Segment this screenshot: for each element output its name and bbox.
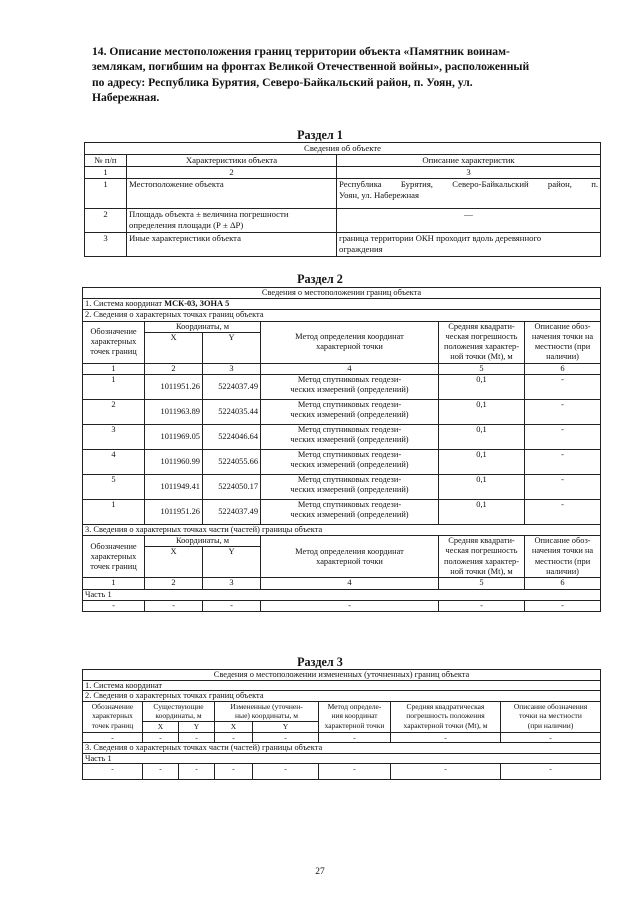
header-description: Описание характеристик: [337, 155, 601, 167]
point-error: 0,1: [439, 375, 525, 400]
empty-cell: -: [179, 764, 215, 780]
header-text: характерной точки: [316, 342, 383, 352]
empty-cell: -: [261, 600, 439, 611]
header-text: Описание обозначения: [513, 701, 588, 711]
table-row: [83, 400, 601, 425]
point-method: [261, 475, 439, 500]
empty-cell: -: [439, 600, 525, 611]
coord-system-label: 1. Система координат: [83, 680, 601, 691]
empty-cell: -: [215, 732, 253, 743]
header-error: [439, 536, 525, 578]
header-method: [319, 701, 391, 732]
description-text: ограждения: [339, 244, 383, 254]
empty-cell: -: [319, 764, 391, 780]
point-marking: -: [525, 375, 601, 400]
document-heading: [92, 44, 578, 106]
header-text: ческая погрешность: [445, 331, 518, 341]
point-id: 1: [83, 375, 145, 400]
column-number: 3: [203, 363, 261, 374]
header-changed-coordinates: [215, 701, 319, 721]
header-text: Средняя квадрати-: [448, 321, 515, 331]
column-number: 2: [145, 578, 203, 589]
header-y: Y: [203, 332, 261, 363]
header-y: Y: [253, 721, 319, 732]
characteristic-text: определения площади (Р ± ΔР): [129, 220, 244, 230]
header-error: [391, 701, 501, 732]
header-text: Существующие: [153, 701, 204, 711]
header-text: начения точки на: [531, 546, 594, 556]
column-number: 4: [261, 363, 439, 374]
table-row: [83, 450, 601, 475]
header-coordinates: Координаты, м: [145, 321, 261, 332]
header-text: погрешность положения: [406, 711, 485, 721]
column-number: 4: [261, 578, 439, 589]
header-error: [439, 321, 525, 363]
header-designation: [83, 536, 145, 578]
header-x: X: [145, 332, 203, 363]
method-text: ческих измерений (определений): [290, 435, 409, 445]
header-text: ные) координаты, м: [235, 711, 298, 721]
header-text: Измененные (уточнен-: [230, 701, 303, 711]
header-text: Описание обоз-: [534, 536, 591, 546]
header-x: X: [143, 721, 179, 732]
table-row: [83, 425, 601, 450]
header-text: характерных: [90, 551, 137, 561]
characteristic-text: Площадь объекта ± величина погрешности: [129, 209, 289, 219]
header-characteristic: Характеристики объекта: [127, 155, 337, 167]
column-number: 5: [439, 363, 525, 374]
header-text: местности (при: [534, 342, 591, 352]
header-marking: [525, 536, 601, 578]
header-text: точек границ: [90, 561, 137, 571]
column-number: 6: [525, 363, 601, 374]
header-text: наличии): [546, 352, 579, 362]
empty-cell: -: [83, 600, 145, 611]
method-text: Метод спутниковых геодези-: [297, 475, 402, 485]
empty-cell: -: [525, 600, 601, 611]
point-id: 1: [83, 500, 145, 525]
header-text: точки на местности: [519, 711, 582, 721]
header-method: [261, 321, 439, 363]
empty-cell: -: [143, 732, 179, 743]
point-method: [261, 400, 439, 425]
empty-cell: -: [179, 732, 215, 743]
characteristic-cell: [127, 209, 337, 233]
characteristic-text: Иные характеристики объекта: [129, 233, 241, 243]
point-id: 3: [83, 425, 145, 450]
header-text: Обозначение: [90, 326, 137, 336]
header-text: Средняя квадратическая: [406, 701, 485, 711]
method-text: ческих измерений (определений): [290, 485, 409, 495]
page-number: 27: [315, 867, 325, 877]
header-text: ной точки (Mt), м: [450, 566, 513, 576]
section-1-title: Раздел 1: [297, 128, 343, 142]
column-number: 3: [203, 578, 261, 589]
column-number: 1: [83, 363, 145, 374]
empty-cell: -: [391, 732, 501, 743]
parts-label: 3. Сведения о характерных точках части (частей) границы объекта: [83, 743, 601, 754]
column-number: 2: [127, 167, 337, 179]
point-error: 0,1: [439, 425, 525, 450]
header-existing-coordinates: [143, 701, 215, 721]
header-y: Y: [203, 547, 261, 578]
method-text: ческих измерений (определений): [290, 410, 409, 420]
point-method: [261, 500, 439, 525]
coord-system-label: 1. Система координат: [85, 299, 165, 309]
characteristic-text: Местоположение объекта: [129, 179, 224, 189]
points-label: 2. Сведения о характерных точках границ объекта: [83, 310, 601, 321]
point-id: 2: [83, 400, 145, 425]
part-label: Часть 1: [83, 753, 601, 764]
section-3-title: Раздел 3: [297, 655, 343, 669]
column-number: 3: [337, 167, 601, 179]
header-text: характерной точки: [324, 720, 385, 730]
column-number: 1: [85, 167, 127, 179]
header-text: характерных: [92, 711, 133, 721]
header-text: характерной точки: [316, 556, 383, 566]
header-text: (при наличии): [527, 720, 574, 730]
point-x: 1011969.05: [145, 425, 203, 450]
section-1-table: [84, 142, 601, 257]
heading-line-2: землякам, погибшим на фронтах Великой Отечественной войны», расположенный: [92, 60, 530, 74]
point-error: 0,1: [439, 400, 525, 425]
header-y: Y: [179, 721, 215, 732]
header-text: Метод определения координат: [295, 332, 404, 341]
header-method: [261, 536, 439, 578]
header-text: точек границ: [90, 347, 137, 357]
characteristic-cell: [127, 179, 337, 209]
section-3-caption: Сведения о местоположении измененных (уточненных) границ объекта: [83, 670, 601, 681]
header-text: наличии): [546, 566, 579, 576]
row-number: 3: [85, 233, 127, 257]
header-text: местности (при: [534, 556, 591, 566]
point-y: 5224037.49: [203, 500, 261, 525]
point-method: [261, 450, 439, 475]
point-x: 1011951.26: [145, 375, 203, 400]
header-text: Метод определе-: [327, 701, 382, 711]
header-text: положения характер-: [443, 342, 520, 352]
heading-line-4: Набережная.: [92, 91, 160, 105]
point-x: 1011951.26: [145, 500, 203, 525]
point-marking: -: [525, 450, 601, 475]
parts-label: 3. Сведения о характерных точках части (частей) границы объекта: [83, 525, 601, 536]
description-text: граница территории ОКН проходит вдоль деревянного: [339, 233, 542, 243]
point-x: 1011949.41: [145, 475, 203, 500]
table-row: [83, 500, 601, 525]
method-text: Метод спутниковых геодези-: [297, 400, 402, 410]
header-text: Средняя квадрати-: [448, 536, 515, 546]
table-row: [83, 732, 601, 743]
header-text: ной точки (Mt), м: [450, 352, 513, 362]
header-designation: [83, 701, 143, 732]
header-text: положения характер-: [443, 556, 520, 566]
point-y: 5224035.44: [203, 400, 261, 425]
description-text: Республика Бурятия, Северо-Байкальский район, п.: [339, 179, 599, 189]
description-cell: [337, 233, 601, 257]
point-y: 5224046.64: [203, 425, 261, 450]
point-y: 5224055.66: [203, 450, 261, 475]
empty-cell: -: [215, 764, 253, 780]
heading-line-1: 14. Описание местоположения границ территории объекта «Памятник воинам-: [92, 45, 510, 58]
description-cell: [337, 179, 601, 209]
description-text: —: [464, 209, 473, 219]
method-text: Метод спутниковых геодези-: [297, 375, 402, 385]
header-number: № п/п: [85, 155, 127, 167]
point-error: 0,1: [439, 450, 525, 475]
point-marking: -: [525, 475, 601, 500]
column-number: 2: [145, 363, 203, 374]
point-id: 5: [83, 475, 145, 500]
header-marking: [501, 701, 601, 732]
part-label: Часть 1: [83, 589, 601, 600]
empty-cell: -: [501, 764, 601, 780]
section-1-caption: Сведения об объекте: [85, 143, 601, 155]
section-2-title: Раздел 2: [297, 272, 343, 286]
empty-cell: -: [83, 732, 143, 743]
point-id: 4: [83, 450, 145, 475]
header-text: координаты, м: [155, 711, 202, 721]
header-text: начения точки на: [531, 331, 594, 341]
table-row: [85, 233, 601, 257]
table-row: [83, 475, 601, 500]
header-text: Метод определения координат: [295, 546, 404, 556]
column-number: 5: [439, 578, 525, 589]
header-text: ческая погрешность: [445, 546, 518, 556]
empty-cell: -: [145, 600, 203, 611]
section-2-table: [82, 287, 601, 612]
header-text: точек границ: [91, 720, 134, 730]
point-y: 5224037.49: [203, 375, 261, 400]
header-text: Описание обоз-: [534, 321, 591, 331]
header-text: характерной точки (Mt), м: [403, 720, 488, 730]
characteristic-cell: [127, 233, 337, 257]
empty-cell: -: [253, 732, 319, 743]
header-coordinates: Координаты, м: [145, 536, 261, 547]
table-row: [85, 209, 601, 233]
column-number: 6: [525, 578, 601, 589]
method-text: ческих измерений (определений): [290, 385, 409, 395]
empty-cell: -: [83, 764, 143, 780]
point-method: [261, 375, 439, 400]
column-number: 1: [83, 578, 145, 589]
header-marking: [525, 321, 601, 363]
method-text: Метод спутниковых геодези-: [297, 450, 402, 460]
point-error: 0,1: [439, 475, 525, 500]
table-row: [83, 764, 601, 780]
method-text: ческих измерений (определений): [290, 460, 409, 470]
point-marking: -: [525, 400, 601, 425]
heading-line-3: по адресу: Республика Бурятия, Северо-Байкальский район, п. Уоян, ул.: [92, 75, 473, 89]
empty-cell: -: [501, 732, 601, 743]
method-text: Метод спутниковых геодези-: [297, 425, 402, 435]
method-text: ческих измерений (определений): [290, 510, 409, 520]
empty-cell: -: [143, 764, 179, 780]
header-designation: [83, 321, 145, 363]
description-cell: [337, 209, 601, 233]
header-text: характерных: [90, 337, 137, 347]
section-3-table: [82, 669, 601, 780]
row-number: 1: [85, 179, 127, 209]
point-y: 5224050.17: [203, 475, 261, 500]
description-text: Уоян, ул. Набережная: [339, 190, 419, 200]
point-method: [261, 425, 439, 450]
empty-cell: -: [319, 732, 391, 743]
table-row: [85, 179, 601, 209]
point-x: 1011963.89: [145, 400, 203, 425]
empty-cell: -: [253, 764, 319, 780]
point-error: 0,1: [439, 500, 525, 525]
coord-system-value: МСК-03, ЗОНА 5: [164, 299, 230, 309]
header-text: ния координат: [331, 711, 378, 721]
empty-cell: -: [391, 764, 501, 780]
header-x: X: [215, 721, 253, 732]
table-row: [83, 375, 601, 400]
empty-cell: -: [203, 600, 261, 611]
header-text: Обозначение: [90, 541, 137, 551]
point-x: 1011960.99: [145, 450, 203, 475]
header-text: Обозначение: [91, 701, 134, 711]
point-marking: -: [525, 425, 601, 450]
header-x: X: [145, 547, 203, 578]
method-text: Метод спутниковых геодези-: [297, 500, 402, 510]
row-number: 2: [85, 209, 127, 233]
table-row: [83, 600, 601, 611]
point-marking: -: [525, 500, 601, 525]
coord-system-row: [83, 299, 601, 310]
section-2-caption: Сведения о местоположении границ объекта: [83, 288, 601, 299]
points-label: 2. Сведения о характерных точках границ объекта: [83, 691, 601, 702]
